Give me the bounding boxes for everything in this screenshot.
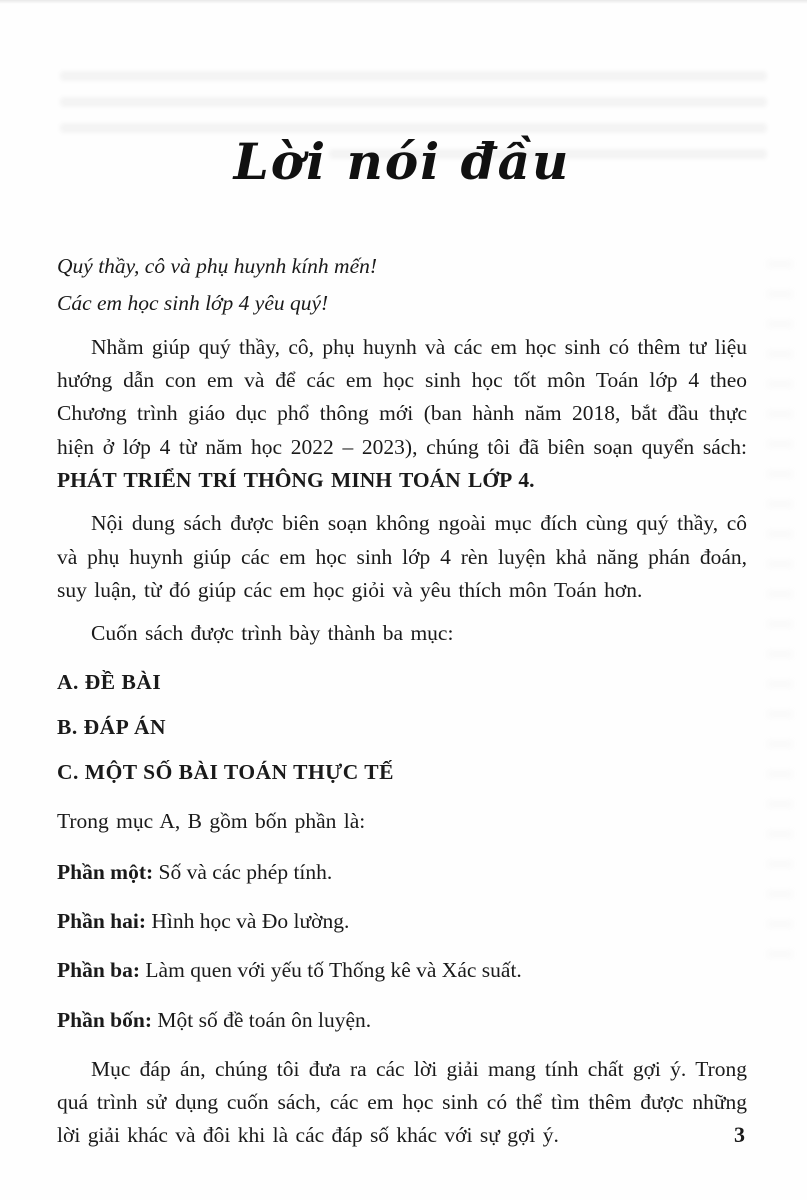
paragraph-intro (57, 331, 747, 498)
book-title-bold: PHÁT TRIỂN TRÍ THÔNG MINH TOÁN LỚP 4. (57, 467, 535, 492)
part-label-3: Phần ba: (57, 958, 141, 983)
part-item-3 (57, 954, 747, 986)
salutation-line-1: Quý thầy, cô và phụ huynh kính mến! (57, 254, 378, 278)
preface-title: Lời nói đầu (233, 132, 571, 191)
salutation-line-2: Các em học sinh lớp 4 yêu quý! (57, 290, 329, 315)
section-heading-a: A. ĐỀ BÀI (57, 670, 162, 695)
part-item-2 (57, 905, 747, 937)
paragraph-parts-intro: Trong mục A, B gồm bốn phần là: (57, 809, 366, 834)
part-text-2: Hình học và Đo lường. (146, 909, 350, 934)
part-label-1: Phần một: (57, 859, 154, 884)
page-content (57, 0, 747, 1163)
part-item-4 (57, 1004, 747, 1036)
bleed-through-side-artifact (767, 260, 793, 960)
part-label-2: Phần hai: (57, 909, 147, 934)
section-heading-c: C. MỘT SỐ BÀI TOÁN THỰC TẾ (57, 760, 394, 785)
paragraph-answers-note: Mục đáp án, chúng tôi đưa ra các lời giải mang tính chất gợi ý. Trong quá trình sử dụng cuốn sách, các em học sinh có thể tìm thêm được những lời giải khác và đôi khi là các đáp số khác với sự gợi ý. (57, 1056, 747, 1148)
part-label-4: Phần bốn: (57, 1007, 152, 1032)
part-item-1 (57, 856, 747, 888)
paragraph-purpose: Nội dung sách được biên soạn không ngoài mục đích cùng quý thầy, cô và phụ huynh giúp các em học sinh lớp 4 rèn luyện khả năng phán đoán, suy luận, từ đó giúp các em học giỏi và yêu thích môn Toán hơn. (57, 511, 747, 602)
page-number: 3 (734, 1122, 745, 1147)
paragraph-intro-text: Nhằm giúp quý thầy, cô, phụ huynh và các em học sinh có thêm tư liệu hướng dẫn con em và để các em học sinh học tốt môn Toán lớp 4 theo Chương trình giáo dục phổ thông mới (ban hành năm 2018, bắt đầu thực hiện ở lớp 4 từ năm học 2022 – 2023), chúng tôi đã biên soạn quyển sách: (57, 334, 747, 459)
part-text-3: Làm quen với yếu tố Thống kê và Xác suất. (140, 958, 522, 983)
section-heading-b: B. ĐÁP ÁN (57, 715, 167, 740)
part-text-4: Một số đề toán ôn luyện. (152, 1007, 372, 1032)
paragraph-structure: Cuốn sách được trình bày thành ba mục: (91, 621, 454, 646)
part-text-1: Số và các phép tính. (153, 859, 333, 884)
